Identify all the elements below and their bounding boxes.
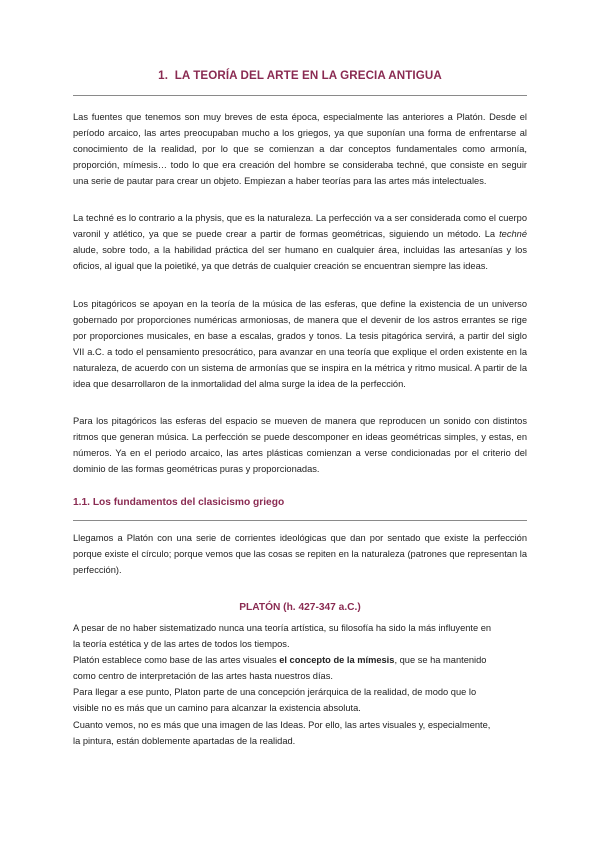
plato-line-end: , que se ha mantenido	[394, 655, 487, 666]
section-number: 1.	[158, 69, 169, 82]
plato-line: como centro de interpretación de las artes hasta nuestros días.	[73, 671, 333, 682]
subsection-underline	[73, 520, 527, 521]
mimesis-concept: el concepto de la mímesis	[279, 655, 395, 666]
paragraph-techne-start: La techné es lo contrario a la physis, que es la naturaleza. La perfección va a ser considerada como el cuerpo varonil y atlético, ya que se puede crear a partir de formas geométricas, siguiendo un método. La	[73, 213, 527, 240]
plato-line: A pesar de no haber sistematizado nunca una teoría artística, su filosofía ha sido la más influyente en	[73, 623, 492, 633]
section-title: LA TEORÍA DEL ARTE EN LA GRECIA ANTIGUA	[174, 69, 442, 82]
paragraph-platon-intro: Llegamos a Platón con una serie de corrientes ideológicas que dan por sentado que existe la perfección porque existe el círculo; porque vemos que las cosas se repiten en la naturaleza (patrones que representan la perfección).	[73, 533, 527, 576]
plato-line: la teoría estética y de las artes de todos los tiempos.	[73, 639, 290, 650]
paragraph-esferas: Para los pitagóricos las esferas del espacio se mueven de manera que reproducen un sonido con distintos ritmos que generan música. La perfección se puede descomponer en ideas geométricas simples, y estas, en números. Ya en el periodo arcaico, las artes plásticas comienzan a verse condicionadas por el criterio del dominio de las formas geométricas puras y proporcionadas.	[73, 416, 527, 475]
paragraph-techne-emphasis: techné	[499, 229, 527, 240]
paragraph-techne	[73, 210, 527, 274]
paragraph-intro: Las fuentes que tenemos son muy breves de esta época, especialmente las anteriores a Platón. Desde el período arcaico, las artes preocupaban mucho a los griegos, ya que suponían una forma de enfrentarse al conocimiento de la realidad, por lo que se comienzan a dar conceptos fundamentales como armonía, proporción, mímesis… todo lo que era creación del hombre se consideraba techné, que consiste en seguir una serie de pautar para crear un objeto. Empiezan a haber teorías para las artes más intelectuales.	[73, 112, 527, 187]
plato-text-block	[73, 620, 533, 749]
heading-underline	[73, 95, 527, 96]
section-heading	[0, 69, 600, 82]
subsection-title: 1.1. Los fundamentos del clasicismo griego	[73, 497, 285, 508]
plato-heading: PLATÓN (h. 427-347 a.C.)	[239, 602, 361, 613]
paragraph-techne-end: alude, sobre todo, a la habilidad práctica del ser humano en cualquier área, incluidas las artesanías y los oficios, al igual que la poietiké, ya que detrás de cualquier creación se encuentran siempre las ideas.	[73, 245, 527, 272]
plato-line: Para llegar a ese punto, Platon parte de una concepción jerárquica de la realidad, de modo que lo	[73, 687, 477, 698]
plato-line-start: Platón establece como base de las artes visuales	[73, 655, 280, 666]
plato-line: la pintura, están doblemente apartadas de la realidad.	[73, 735, 296, 746]
plato-line	[73, 652, 533, 668]
plato-line: visible no es más que un camino para alcanzar la existencia absoluta.	[73, 703, 361, 714]
plato-line: Cuanto vemos, no es más que una imagen de las Ideas. Por ello, las artes visuales y, especialmente,	[73, 719, 491, 730]
paragraph-pitagoricos: Los pitagóricos se apoyan en la teoría de la música de las esferas, que define la existencia de un universo gobernado por proporciones numéricas armoniosas, de manera que el devenir de los astros errantes se rige por proporciones musicales, en base a escalas, grados y tonos. La tesis pitagórica servirá, a partir del siglo VII a.C. a todo el pensamiento presocrático, para avanzar en una teoría que explique el orden existente en la naturaleza, de acuerdo con un sistema de armonías que se inspira en la métrica y ritmo musical. A partir de la idea que desarrollaron de la inmortalidad del alma surge la idea de la perfección.	[73, 299, 527, 390]
